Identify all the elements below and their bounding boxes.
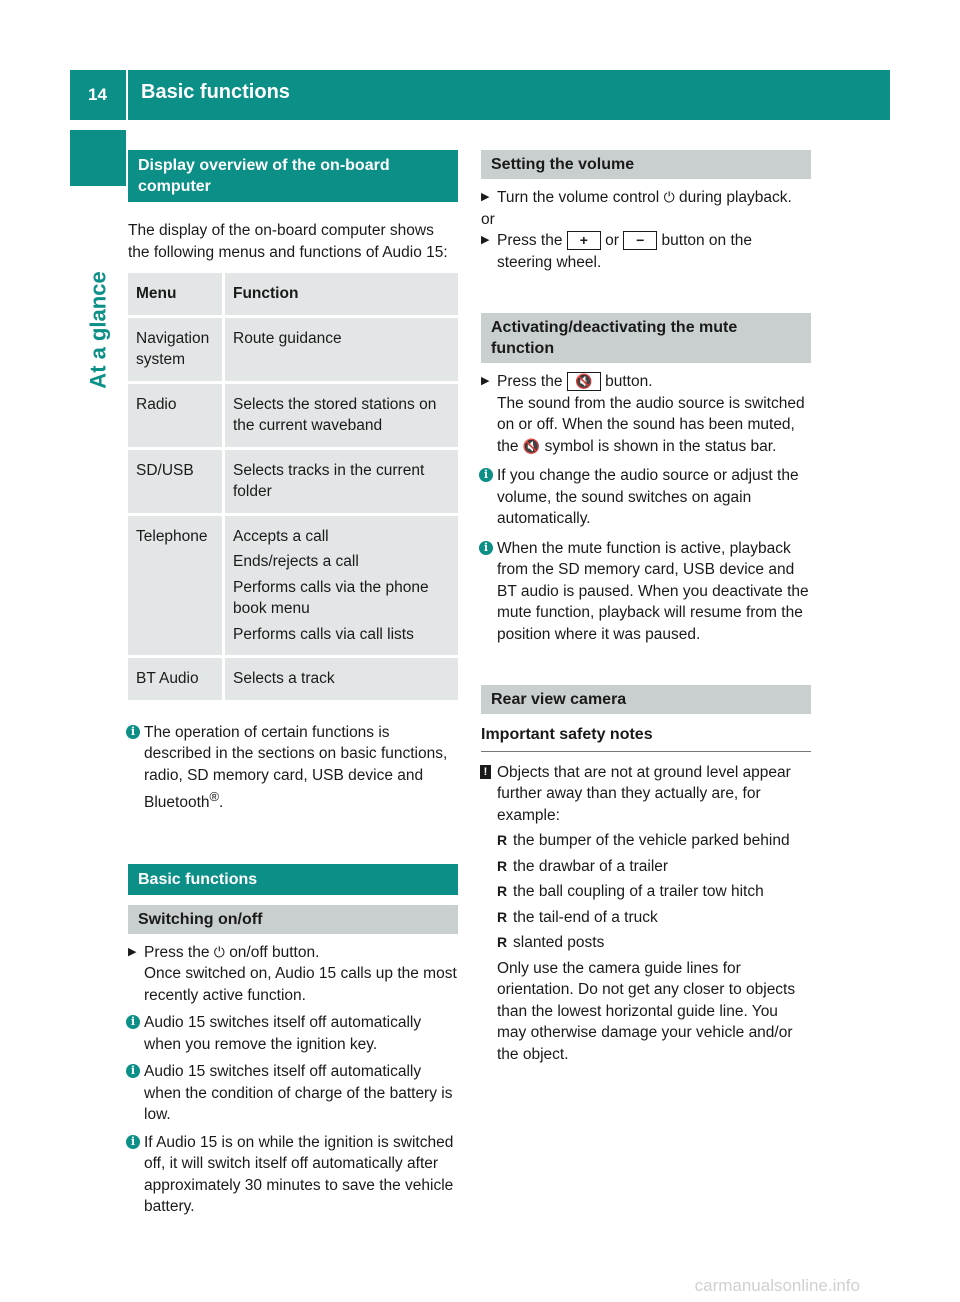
side-tab-block: [70, 130, 126, 186]
table-header-menu: Menu: [128, 273, 225, 315]
header-divider: [126, 70, 128, 120]
page-header: [70, 70, 890, 120]
table-cell-menu: Telephone: [128, 516, 225, 656]
instruction-step: ▶ Turn the volume control ⏻ during playback.: [481, 187, 811, 209]
table-cell-function: [225, 658, 458, 700]
mute-button-icon: 🔇: [567, 372, 601, 391]
info-icon: i: [479, 541, 493, 555]
list-marker-icon: R: [497, 832, 508, 848]
footer-watermark: carmanualsonline.info: [694, 1275, 860, 1295]
left-column: [128, 150, 458, 1218]
mute-symbol-icon: 🔇: [522, 437, 541, 454]
list-marker-icon: R: [497, 883, 508, 899]
power-button-icon: ⏻: [213, 943, 225, 960]
list-item: R the bumper of the vehicle parked behind: [497, 830, 811, 852]
table-row: [128, 384, 458, 447]
camera-heading: Rear view camera: [481, 685, 811, 714]
list-marker-icon: R: [497, 908, 508, 925]
function-line: Performs calls via call lists: [233, 625, 414, 643]
instruction-step: ▶ Press the 🔇 button. The sound from the audio source is switched on or off. When the sound has been muted, the 🔇 symbol is shown in the status bar.: [481, 371, 811, 457]
warning-icon: !: [480, 765, 491, 779]
step-arrow-icon: ▶: [481, 191, 490, 203]
function-line: Performs calls via the phone book menu: [233, 578, 429, 617]
list-marker-icon: R: [497, 857, 508, 874]
display-overview-heading: Display overview of the on-board computer: [128, 150, 458, 202]
step-result: The sound from the audio source is switched on or off. When the sound has been muted, the 🔇 symbol is shown in the status bar.: [497, 394, 805, 455]
info-icon: i: [126, 1064, 140, 1078]
table-cell-function: [225, 384, 458, 447]
table-row: [128, 658, 458, 700]
menu-function-table: [128, 273, 458, 700]
instruction-step: ▶ Press the ⏻ on/off button. Once switched on, Audio 15 calls up the most recently active function.: [128, 942, 458, 1007]
table-cell-menu: Radio: [128, 384, 225, 447]
info-note: i Audio 15 switches itself off automatically when the condition of charge of the battery is low.: [128, 1061, 458, 1126]
list-marker-icon: R: [497, 934, 508, 950]
table-cell-function: [225, 318, 458, 381]
info-note: i If you change the audio source or adjust the volume, the sound switches on again automatically.: [481, 465, 811, 530]
side-section-label: At a glance: [85, 271, 111, 389]
table-cell-menu: SD/USB: [128, 450, 225, 513]
example-list: [481, 830, 811, 954]
right-column: [481, 150, 811, 1065]
instruction-step: ▶ Press the + or − button on the steering wheel.: [481, 232, 753, 271]
info-note: i Audio 15 switches itself off automatically when you remove the ignition key.: [128, 1012, 458, 1055]
info-icon: i: [126, 1135, 140, 1149]
function-line: Selects the stored stations on the current waveband: [233, 395, 437, 434]
list-item: R the drawbar of a trailer: [497, 856, 811, 878]
mute-heading: Activating/deactivating the mute function: [481, 313, 811, 363]
table-row: [128, 516, 458, 656]
info-icon: i: [126, 725, 140, 739]
table-cell-function: [225, 516, 458, 656]
step-arrow-icon: ▶: [481, 375, 490, 387]
header-title: Basic functions: [141, 81, 290, 103]
table-row: [128, 318, 458, 381]
step-arrow-icon: ▶: [128, 945, 137, 958]
step-arrow-icon: ▶: [481, 234, 490, 246]
switching-heading: Switching on/off: [128, 905, 458, 934]
warning-note: ! Objects that are not at ground level appear further away than they actually are, for example:: [481, 762, 811, 827]
table-cell-menu: BT Audio: [128, 658, 225, 700]
function-line: Route guidance: [233, 329, 342, 347]
volume-control-icon: ⏻: [663, 189, 675, 205]
camera-closing-note: Only use the camera guide lines for orientation. Do not get any closer to objects than the lowest horizontal guide line. You may otherwise damage your vehicle and/or the object.: [497, 959, 796, 1063]
info-note: i If Audio 15 is on while the ignition is switched off, it will switch itself off automatically after approximately 30 minutes to save the vehicle battery.: [128, 1132, 458, 1218]
function-line: Selects tracks in the current folder: [233, 461, 425, 500]
list-item: R the tail-end of a truck: [497, 907, 811, 929]
info-icon: i: [479, 468, 493, 482]
page-number: 14: [88, 85, 107, 104]
volume-heading: Setting the volume: [481, 150, 811, 179]
info-note: i The operation of certain functions is described in the sections on basic functions, radio, SD memory card, USB device and Bluetooth®.: [128, 722, 458, 814]
table-cell-function: [225, 450, 458, 513]
plus-button-icon: +: [567, 231, 601, 250]
list-item: R slanted posts: [497, 932, 811, 954]
minus-button-icon: −: [623, 231, 657, 250]
table-header-function: Function: [233, 285, 299, 302]
table-row: [128, 450, 458, 513]
function-line: Selects a track: [233, 670, 335, 687]
table-cell-menu: Navigation system: [128, 318, 225, 381]
display-overview-intro: The display of the on-board computer shows the following menus and functions of Audio 15:: [128, 222, 448, 261]
function-line: Ends/rejects a call: [233, 553, 359, 570]
info-icon: i: [126, 1015, 140, 1029]
list-item: R the ball coupling of a trailer tow hitch: [497, 881, 811, 903]
safety-notes-heading: Important safety notes: [481, 724, 811, 752]
info-note: i When the mute function is active, playback from the SD memory card, USB device and BT audio is paused. When you deactivate the mute function, playback will resume from the position where it was paused.: [481, 538, 811, 646]
basic-functions-heading: Basic functions: [128, 864, 458, 895]
step-result: Once switched on, Audio 15 calls up the most recently active function.: [144, 965, 457, 1004]
table-header-row: [128, 273, 458, 315]
function-line: Accepts a call: [233, 527, 329, 545]
or-text: or: [481, 210, 495, 228]
